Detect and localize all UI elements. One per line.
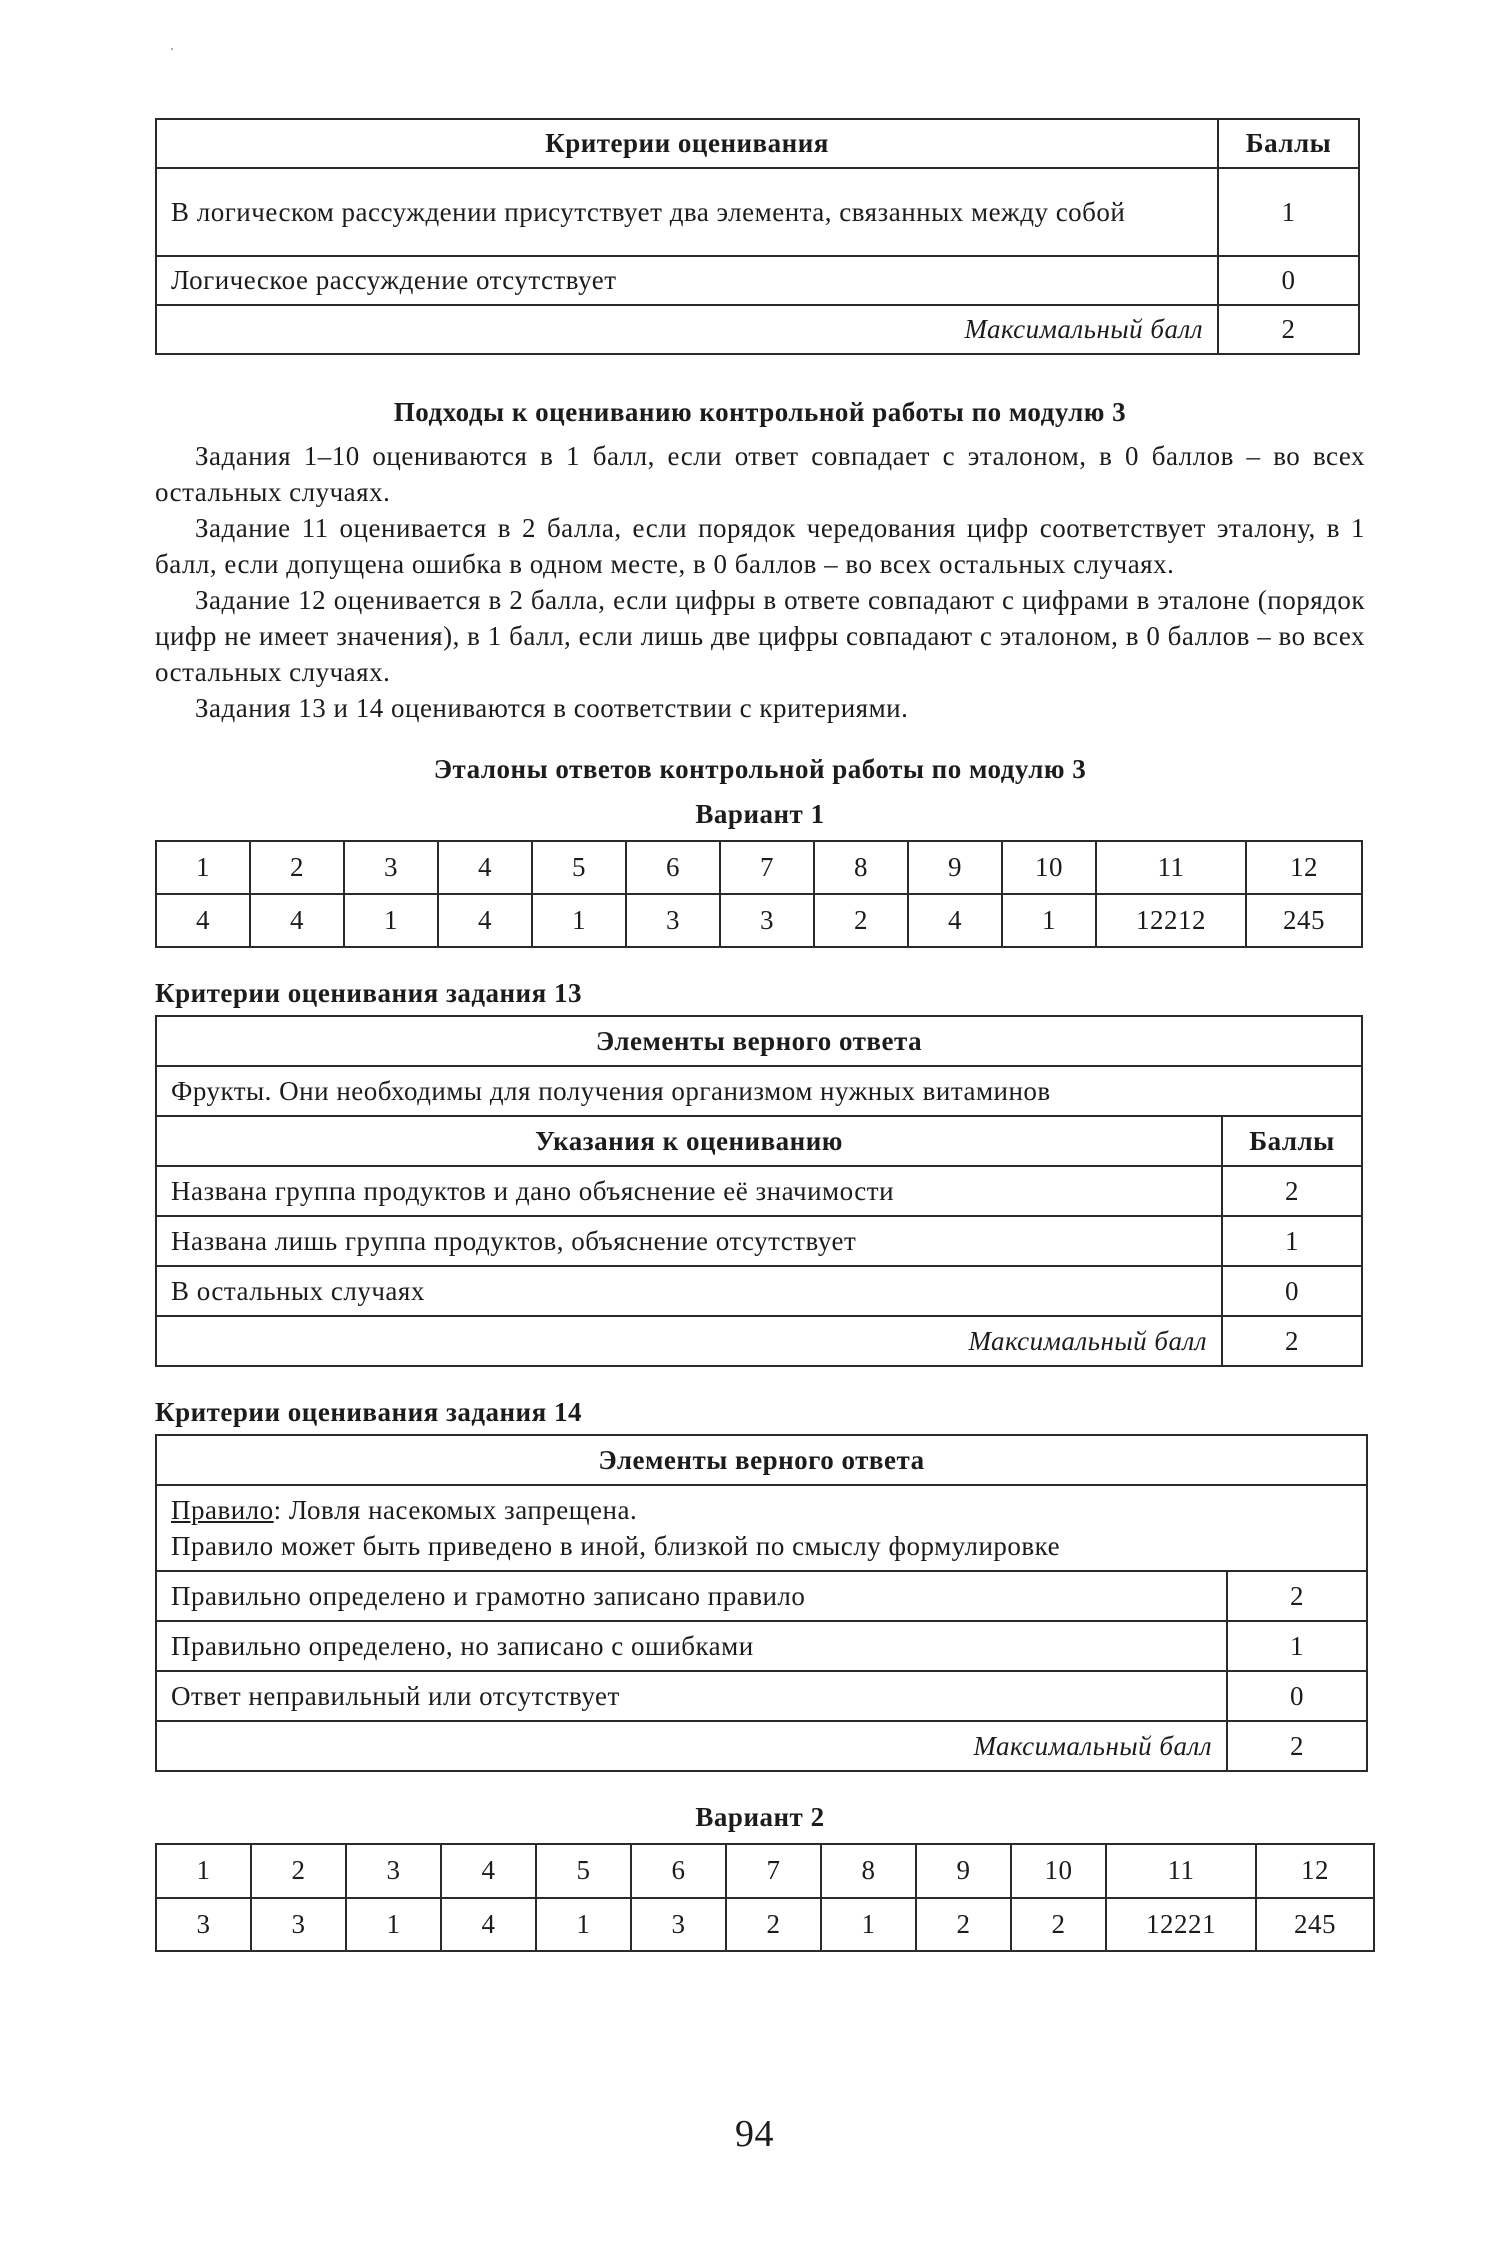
task-number: 11 bbox=[1096, 841, 1246, 894]
task-number: 8 bbox=[821, 1844, 916, 1897]
criteria-row-text: Ответ неправильный или отсутствует bbox=[156, 1671, 1227, 1721]
task-number: 12 bbox=[1256, 1844, 1374, 1897]
answer-cell: 3 bbox=[251, 1898, 346, 1951]
answer-cell: 1 bbox=[1002, 894, 1096, 947]
elements-text: Фрукты. Они необходимы для получения организмом нужных витаминов bbox=[156, 1066, 1362, 1116]
variant2-title: Вариант 2 bbox=[695, 1802, 825, 1833]
max-score-label: Максимальный балл bbox=[156, 1721, 1227, 1771]
answer-cell: 2 bbox=[916, 1898, 1011, 1951]
variant2-numbers-row bbox=[156, 1844, 1374, 1897]
task-number: 6 bbox=[631, 1844, 726, 1897]
answer-cell: 3 bbox=[631, 1898, 726, 1951]
task-number: 5 bbox=[536, 1844, 631, 1897]
rule-note: Правило может быть приведено в иной, близкой по смыслу формулировке bbox=[171, 1531, 1061, 1562]
points-header: Баллы bbox=[1218, 119, 1359, 168]
task13-title: Критерии оценивания задания 13 bbox=[155, 978, 582, 1009]
answer-cell: 1 bbox=[536, 1898, 631, 1951]
answer-cell: 4 bbox=[908, 894, 1002, 947]
task14-title: Критерии оценивания задания 14 bbox=[155, 1397, 582, 1428]
task14-criteria-table bbox=[155, 1434, 1368, 1772]
max-score-label: Максимальный балл bbox=[156, 1316, 1222, 1366]
task-number: 6 bbox=[626, 841, 720, 894]
answer-cell: 1 bbox=[344, 894, 438, 947]
task-number: 9 bbox=[908, 841, 1002, 894]
task-number: 10 bbox=[1002, 841, 1096, 894]
task-number: 4 bbox=[441, 1844, 536, 1897]
max-score-label: Максимальный балл bbox=[156, 305, 1218, 354]
approaches-paragraph: Задания 1–10 оцениваются в 1 балл, если ответ совпадает с эталоном, в 0 баллов – во всех остальных случаях. bbox=[155, 441, 1365, 508]
answer-cell: 4 bbox=[156, 894, 250, 947]
elements-text bbox=[156, 1485, 1367, 1571]
rule-text: : Ловля насекомых запрещена. bbox=[273, 1495, 638, 1526]
answer-cell: 4 bbox=[441, 1898, 536, 1951]
task-number: 1 bbox=[156, 1844, 251, 1897]
answer-cell: 2 bbox=[726, 1898, 821, 1951]
answer-cell: 3 bbox=[626, 894, 720, 947]
criteria-row-text: Правильно определено и грамотно записано правило bbox=[156, 1571, 1227, 1621]
task-number: 2 bbox=[250, 841, 344, 894]
instructions-header: Указания к оцениванию bbox=[156, 1116, 1222, 1166]
scan-speck bbox=[171, 48, 173, 50]
criteria-row-text: В логическом рассуждении присутствует два элемента, связанных между собой bbox=[156, 168, 1218, 256]
rule-label: Правило bbox=[171, 1495, 274, 1526]
criteria-row-points: 1 bbox=[1218, 168, 1359, 256]
criteria-row-text: В остальных случаях bbox=[156, 1266, 1222, 1316]
task-number: 1 bbox=[156, 841, 250, 894]
task-number: 7 bbox=[720, 841, 814, 894]
variant1-title: Вариант 1 bbox=[695, 799, 825, 830]
criteria-row-points: 1 bbox=[1222, 1216, 1362, 1266]
answer-cell: 1 bbox=[346, 1898, 441, 1951]
task-number: 9 bbox=[916, 1844, 1011, 1897]
answer-cell: 4 bbox=[438, 894, 532, 947]
answer-cell: 1 bbox=[532, 894, 626, 947]
task-number: 11 bbox=[1106, 1844, 1256, 1897]
answer-cell: 3 bbox=[156, 1898, 251, 1951]
criteria-row-points: 0 bbox=[1222, 1266, 1362, 1316]
task-number: 10 bbox=[1011, 1844, 1106, 1897]
answer-cell: 12221 bbox=[1106, 1898, 1256, 1951]
points-header: Баллы bbox=[1222, 1116, 1362, 1166]
variant1-numbers-row bbox=[156, 841, 1362, 894]
criteria-header: Критерии оценивания bbox=[156, 119, 1218, 168]
answer-cell: 2 bbox=[1011, 1898, 1106, 1951]
task-number: 12 bbox=[1246, 841, 1362, 894]
answer-cell: 4 bbox=[250, 894, 344, 947]
answer-cell: 245 bbox=[1256, 1898, 1374, 1951]
answer-cell: 3 bbox=[720, 894, 814, 947]
task-number: 5 bbox=[532, 841, 626, 894]
task-number: 3 bbox=[344, 841, 438, 894]
elements-header: Элементы верного ответа bbox=[156, 1435, 1367, 1485]
approaches-paragraph: Задание 11 оценивается в 2 балла, если порядок чередования цифр соответствует эталону, в 1 балл, если допущена ошибка в одном месте, в 0 баллов – во всех остальных случаях. bbox=[155, 513, 1365, 580]
variant2-answers-row bbox=[156, 1898, 1374, 1951]
answer-cell: 1 bbox=[821, 1898, 916, 1951]
elements-header: Элементы верного ответа bbox=[156, 1016, 1362, 1066]
task-number: 2 bbox=[251, 1844, 346, 1897]
approaches-paragraph: Задания 13 и 14 оцениваются в соответствии с критериями. bbox=[195, 693, 909, 724]
approaches-title: Подходы к оцениванию контрольной работы по модулю 3 bbox=[393, 397, 1127, 428]
etalons-title: Эталоны ответов контрольной работы по модулю 3 bbox=[433, 754, 1087, 785]
criteria-row-text: Названа группа продуктов и дано объяснение её значимости bbox=[156, 1166, 1222, 1216]
criteria-row-points: 2 bbox=[1227, 1571, 1367, 1621]
variant1-answers-row bbox=[156, 894, 1362, 947]
criteria-row-points: 1 bbox=[1227, 1621, 1367, 1671]
max-score-value: 2 bbox=[1218, 305, 1359, 354]
variant2-answers-table bbox=[155, 1843, 1375, 1951]
task13-criteria-table bbox=[155, 1015, 1363, 1367]
criteria-row-text: Правильно определено, но записано с ошибками bbox=[156, 1621, 1227, 1671]
approaches-paragraph: Задание 12 оценивается в 2 балла, если цифры в ответе совпадают с цифрами в эталоне (порядок цифр не имеет значения), в 1 балл, если лишь две цифры совпадают с эталоном, в 0 баллов – во всех остальных случаях. bbox=[155, 585, 1365, 688]
page-content bbox=[155, 118, 1365, 1952]
criteria-row-points: 0 bbox=[1218, 256, 1359, 305]
page-number: 94 bbox=[735, 2113, 774, 2155]
task-number: 7 bbox=[726, 1844, 821, 1897]
task-number: 8 bbox=[814, 841, 908, 894]
answer-cell: 245 bbox=[1246, 894, 1362, 947]
task-number: 3 bbox=[346, 1844, 441, 1897]
criteria-row-points: 2 bbox=[1222, 1166, 1362, 1216]
max-score-value: 2 bbox=[1222, 1316, 1362, 1366]
max-score-value: 2 bbox=[1227, 1721, 1367, 1771]
criteria-row-text: Названа лишь группа продуктов, объяснение отсутствует bbox=[156, 1216, 1222, 1266]
criteria-table-continued bbox=[155, 118, 1360, 355]
criteria-row-text: Логическое рассуждение отсутствует bbox=[156, 256, 1218, 305]
answer-cell: 2 bbox=[814, 894, 908, 947]
variant1-answers-table bbox=[155, 840, 1363, 948]
criteria-row-points: 0 bbox=[1227, 1671, 1367, 1721]
answer-cell: 12212 bbox=[1096, 894, 1246, 947]
task-number: 4 bbox=[438, 841, 532, 894]
